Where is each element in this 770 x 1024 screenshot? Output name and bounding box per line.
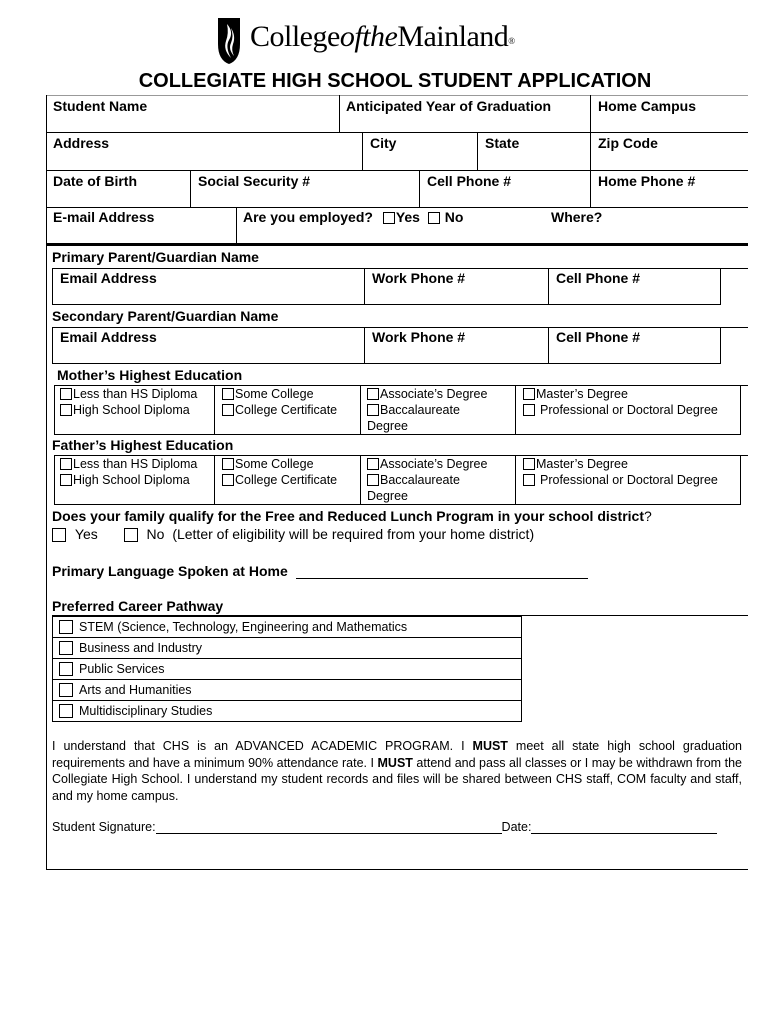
grid-line: [52, 327, 53, 364]
father-doctoral-option[interactable]: [523, 473, 718, 487]
option-label: High School Diploma: [73, 473, 190, 487]
option-label: College Certificate: [235, 473, 338, 487]
form-title: COLLEGIATE HIGH SCHOOL STUDENT APPLICATION: [138, 70, 652, 92]
flame-emblem-icon: [214, 14, 244, 66]
father-masters-option[interactable]: [523, 457, 628, 471]
grid-line: [52, 268, 748, 269]
lunch-question-mark: ?: [644, 508, 652, 524]
lunch-yes-checkbox[interactable]: [52, 528, 66, 542]
checkbox[interactable]: [523, 388, 535, 400]
home-campus-field[interactable]: Home Campus: [598, 98, 697, 114]
date-label: Date:: [501, 820, 532, 834]
grid-line: [360, 455, 361, 505]
father-baccalaureate-option[interactable]: [367, 473, 460, 487]
student-name-field[interactable]: Student Name: [53, 98, 148, 114]
grid-line: [214, 455, 215, 505]
grid-line: [46, 869, 748, 870]
acknowledgement-statement: [52, 738, 742, 804]
checkbox[interactable]: [523, 404, 535, 416]
grid-line: [54, 455, 55, 505]
lunch-yes-label: Yes: [74, 526, 98, 542]
mother-baccalaureate-option[interactable]: [367, 403, 460, 417]
checkbox[interactable]: [60, 474, 72, 486]
grid-line-thick: [46, 243, 748, 246]
date-of-birth-field[interactable]: Date of Birth: [53, 173, 137, 189]
statement-text: I understand that CHS is an ADVANCED ACADEMIC PROGRAM. I: [52, 739, 473, 753]
grid-line: [54, 385, 55, 435]
grid-line: [236, 207, 237, 244]
primary-guardian-work-phone-field[interactable]: Work Phone #: [372, 270, 466, 286]
checkbox[interactable]: [59, 620, 73, 634]
grid-line: [46, 170, 748, 171]
primary-guardian-email-field[interactable]: Email Address: [60, 270, 157, 286]
primary-language-label: Primary Language Spoken at Home: [52, 563, 288, 579]
father-education-heading: Father’s Highest Education: [52, 437, 234, 453]
grid-line: [190, 170, 191, 207]
option-label: Baccalaureate: [380, 473, 460, 487]
option-label: Multidisciplinary Studies: [79, 704, 213, 718]
option-label: Baccalaureate: [380, 403, 460, 417]
grid-line: [590, 132, 591, 170]
grid-line: [720, 327, 721, 364]
primary-language-row: [52, 563, 588, 579]
address-field[interactable]: Address: [53, 135, 110, 151]
grid-line: [362, 132, 363, 170]
father-associates-option[interactable]: [367, 457, 487, 471]
checkbox[interactable]: [367, 388, 379, 400]
checkbox[interactable]: [59, 641, 73, 655]
grid-line: [740, 455, 741, 505]
grid-line: [720, 268, 721, 305]
secondary-guardian-email-field[interactable]: Email Address: [60, 329, 157, 345]
option-label: Associate’s Degree: [380, 387, 488, 401]
option-label: Professional or Doctoral Degree: [540, 473, 718, 487]
career-option-multidisciplinary[interactable]: [52, 700, 522, 722]
college-logo: [214, 14, 544, 66]
grid-line: [360, 385, 361, 435]
grid-line: [52, 327, 748, 328]
graduation-year-field[interactable]: Anticipated Year of Graduation: [346, 98, 552, 114]
checkbox[interactable]: [59, 662, 73, 676]
career-option-arts[interactable]: [52, 679, 522, 701]
option-label: STEM (Science, Technology, Engineering and Mathematics: [79, 620, 408, 634]
checkbox[interactable]: [523, 458, 535, 470]
secondary-guardian-cell-phone-field[interactable]: Cell Phone #: [556, 329, 641, 345]
grid-line: [54, 455, 748, 456]
employed-yes-label: Yes: [395, 209, 420, 225]
mother-baccalaureate-option-line2: Degree: [367, 419, 408, 433]
college-name-pre: College: [250, 20, 340, 53]
secondary-guardian-name-field[interactable]: Secondary Parent/Guardian Name: [52, 308, 279, 324]
grid-line: [52, 363, 721, 364]
lunch-no-checkbox[interactable]: [124, 528, 138, 542]
date-input[interactable]: [531, 821, 717, 834]
grid-line: [419, 170, 420, 207]
option-label: Arts and Humanities: [79, 683, 192, 697]
mother-certificate-option[interactable]: [222, 403, 337, 417]
option-label: Public Services: [79, 662, 165, 676]
father-baccalaureate-option-line2: Degree: [367, 489, 408, 503]
grid-line: [548, 268, 549, 305]
option-label: Business and Industry: [79, 641, 202, 655]
option-label: Master’s Degree: [536, 387, 628, 401]
checkbox[interactable]: [60, 458, 72, 470]
grid-line: [590, 95, 591, 133]
grid-line: [339, 95, 340, 133]
cell-phone-field[interactable]: Cell Phone #: [427, 173, 512, 189]
lunch-question: [52, 508, 652, 524]
father-some-college-option[interactable]: [222, 457, 314, 471]
checkbox[interactable]: [59, 683, 73, 697]
grid-line: [46, 207, 748, 208]
checkbox[interactable]: [222, 404, 234, 416]
option-label: Professional or Doctoral Degree: [540, 403, 718, 417]
employed-question: [243, 209, 463, 225]
checkbox[interactable]: [367, 474, 379, 486]
grid-line: [52, 268, 53, 305]
grid-line: [515, 455, 516, 505]
mother-some-college-option[interactable]: [222, 387, 314, 401]
grid-line: [46, 245, 47, 870]
grid-line: [590, 170, 591, 207]
college-name-the: the: [362, 20, 398, 53]
grid-line: [46, 132, 748, 133]
signature-row: [52, 820, 717, 834]
checkbox[interactable]: [222, 388, 234, 400]
mother-associates-option[interactable]: [367, 387, 487, 401]
option-label: Less than HS Diploma: [73, 387, 198, 401]
option-label: Less than HS Diploma: [73, 457, 198, 471]
email-field[interactable]: E-mail Address: [53, 209, 155, 225]
option-label: College Certificate: [235, 403, 338, 417]
grid-line: [46, 95, 748, 96]
employed-yes-checkbox[interactable]: [383, 212, 395, 224]
college-name-post: Mainland: [397, 20, 509, 53]
grid-line: [54, 504, 741, 505]
must-emphasis: MUST: [472, 739, 508, 753]
checkbox[interactable]: [60, 388, 72, 400]
college-name-of: of: [339, 20, 363, 53]
mother-doctoral-option[interactable]: [523, 403, 718, 417]
statement-text: meet all state high school graduation requirements and have a minimum 90% attendance rate. I: [52, 739, 742, 770]
checkbox[interactable]: [59, 704, 73, 718]
lunch-answer-row: [52, 526, 534, 542]
checkbox[interactable]: [367, 458, 379, 470]
grid-line: [477, 132, 478, 170]
checkbox[interactable]: [222, 474, 234, 486]
secondary-guardian-work-phone-field[interactable]: Work Phone #: [372, 329, 466, 345]
ssn-field[interactable]: Social Security #: [198, 173, 311, 189]
grid-line: [52, 304, 721, 305]
checkbox[interactable]: [523, 474, 535, 486]
city-field[interactable]: City: [370, 135, 397, 151]
checkbox[interactable]: [60, 404, 72, 416]
father-certificate-option[interactable]: [222, 473, 337, 487]
student-signature-input[interactable]: [156, 821, 502, 834]
primary-guardian-cell-phone-field[interactable]: Cell Phone #: [556, 270, 641, 286]
grid-line: [740, 385, 741, 435]
registered-mark: ®: [508, 36, 515, 46]
primary-guardian-name-field[interactable]: Primary Parent/Guardian Name: [52, 249, 259, 265]
father-less-hs-option[interactable]: [60, 457, 197, 471]
grid-line: [364, 268, 365, 305]
zip-code-field[interactable]: Zip Code: [598, 135, 658, 151]
state-field[interactable]: State: [485, 135, 520, 151]
option-label: Some College: [235, 457, 314, 471]
grid-line: [515, 385, 516, 435]
lunch-no-label: No: [146, 526, 165, 542]
student-signature-label: Student Signature:: [52, 820, 156, 834]
employed-label: Are you employed?: [243, 209, 373, 225]
employer-where-field[interactable]: Where?: [551, 209, 603, 225]
must-emphasis: MUST: [377, 755, 413, 770]
statement-text: attend and pass all classes or I may be withdrawn from the Collegiate High School. I understand my student records and files will be shared between CHS staff, COM faculty and staff, and my home campus.: [52, 755, 742, 803]
grid-line: [548, 327, 549, 364]
option-label: Associate’s Degree: [380, 457, 488, 471]
home-phone-field[interactable]: Home Phone #: [598, 173, 696, 189]
career-option-public-services[interactable]: [52, 658, 522, 680]
lunch-question-text: Does your family qualify for the Free and Reduced Lunch Program in your school district: [52, 508, 644, 524]
grid-line: [364, 327, 365, 364]
primary-language-input[interactable]: [296, 565, 588, 579]
checkbox[interactable]: [222, 458, 234, 470]
career-option-business[interactable]: [52, 637, 522, 659]
checkbox[interactable]: [367, 404, 379, 416]
grid-line: [54, 385, 748, 386]
option-label: High School Diploma: [73, 403, 190, 417]
father-hs-option[interactable]: [60, 473, 190, 487]
option-label: Master’s Degree: [536, 457, 628, 471]
employed-no-checkbox[interactable]: [428, 212, 440, 224]
employed-no-label: No: [444, 209, 464, 225]
mother-masters-option[interactable]: [523, 387, 628, 401]
mother-less-hs-option[interactable]: [60, 387, 197, 401]
grid-line: [214, 385, 215, 435]
mother-hs-option[interactable]: [60, 403, 190, 417]
career-option-stem[interactable]: [52, 616, 522, 638]
mother-education-heading: Mother’s Highest Education: [57, 367, 243, 383]
career-pathway-heading: Preferred Career Pathway: [52, 598, 224, 614]
grid-line: [54, 434, 741, 435]
lunch-note: (Letter of eligibility will be required from your home district): [172, 526, 535, 542]
option-label: Some College: [235, 387, 314, 401]
